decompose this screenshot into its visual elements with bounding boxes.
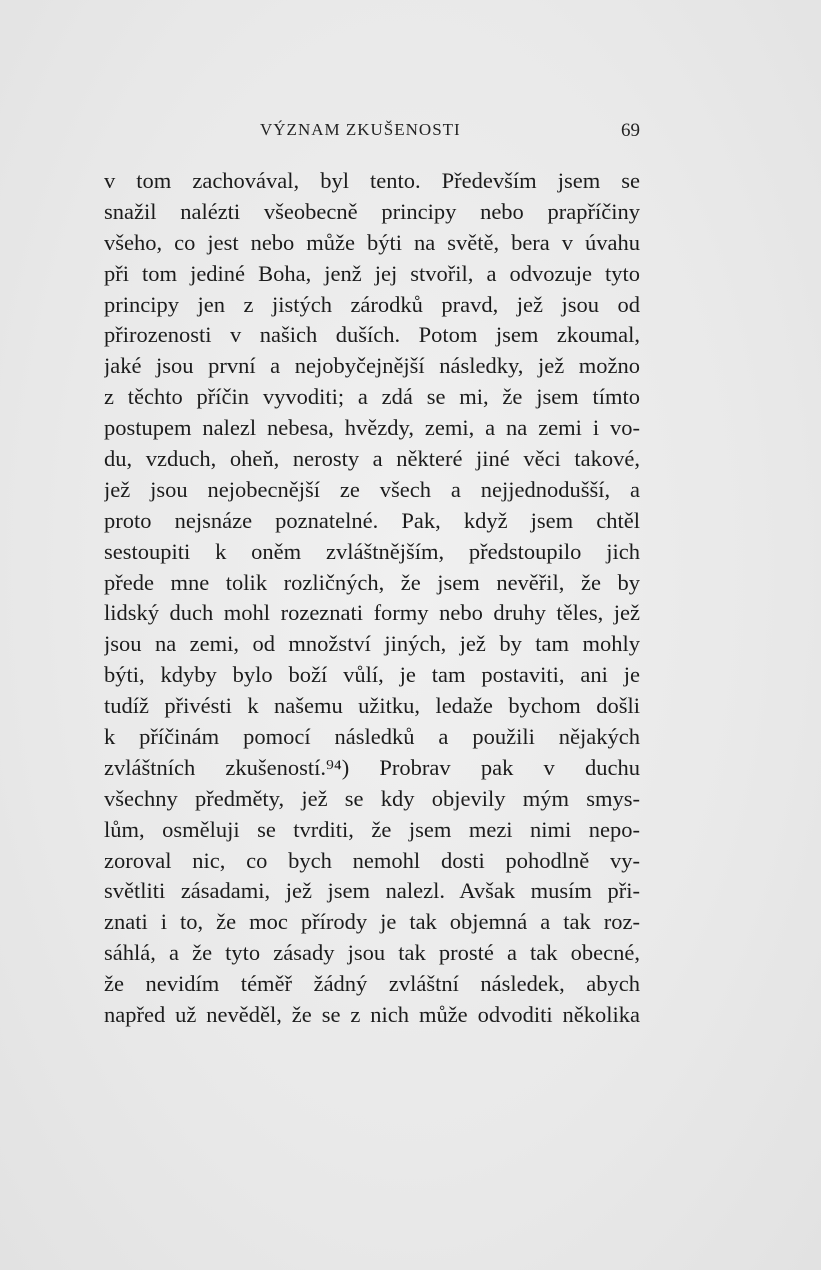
text-line: zvláštních zkušeností.⁹⁴) Probrav pak v duchu [104, 754, 640, 780]
text-line: zoroval nic, co bych nemohl dosti pohodlně vy- [104, 847, 640, 873]
text-line: že nevidím téměř žádný zvláštní následek, abych [104, 971, 640, 997]
text-line: jež jsou nejobecnější ze všech a nejjednodušší, a [104, 476, 640, 502]
text-line: býti, kdyby bylo boží vůlí, je tam postaviti, ani je [104, 662, 640, 688]
text-line: všechny předměty, jež se kdy objevily mým smys- [104, 785, 640, 811]
text-line: jaké jsou první a nejobyčejnější následky, jež možno [104, 353, 640, 379]
text-line: sestoupiti k oněm zvláštnějším, předstoupilo jich [104, 538, 640, 564]
text-line: snažil nalézti všeobecně principy nebo prapříčiny [104, 198, 640, 224]
text-line: proto nejsnáze poznatelné. Pak, když jsem chtěl [104, 507, 640, 533]
text-line: napřed už nevěděl, že se z nich může odvoditi několika [104, 1002, 640, 1028]
text-line: znati i to, že moc přírody je tak objemná a tak roz- [104, 909, 640, 935]
text-line: přirozenosti v našich duších. Potom jsem zkoumal, [104, 322, 640, 348]
text-line: všeho, co jest nebo může býti na světě, bera v úvahu [104, 229, 640, 255]
text-line: lům, osměluji se tvrditi, že jsem mezi nimi nepo- [104, 816, 640, 842]
running-title: VÝZNAM ZKUŠENOSTI [260, 120, 461, 139]
text-line: postupem nalezl nebesa, hvězdy, zemi, a na zemi i vo- [104, 415, 640, 441]
text-line: jsou na zemi, od množství jiných, jež by tam mohly [104, 631, 640, 657]
body-text [104, 166, 640, 1031]
text-line: tudíž přivésti k našemu užitku, ledaže bychom došli [104, 693, 640, 719]
text-line: v tom zachovával, byl tento. Především jsem se [104, 168, 640, 193]
text-line: sáhlá, a že tyto zásady jsou tak prosté a tak obecné, [104, 940, 640, 966]
text-line: k příčinám pomocí následků a použili nějakých [104, 724, 640, 750]
text-line: přede mne tolik rozličných, že jsem nevěřil, že by [104, 569, 640, 595]
running-head [104, 118, 640, 148]
text-line: z těchto příčin vyvoditi; a zdá se mi, že jsem tímto [104, 384, 640, 410]
text-line: při tom jediné Boha, jenž jej stvořil, a odvozuje tyto [104, 260, 640, 286]
text-line: du, vzduch, oheň, nerosty a některé jiné věci takové, [104, 446, 640, 472]
text-line: lidský duch mohl rozeznati formy nebo druhy těles, jež [104, 600, 640, 626]
page-number: 69 [621, 120, 640, 141]
text-line: světliti zásadami, jež jsem nalezl. Avšak musím při- [104, 878, 640, 904]
text-line: principy jen z jistých zárodků pravd, jež jsou od [104, 291, 640, 317]
